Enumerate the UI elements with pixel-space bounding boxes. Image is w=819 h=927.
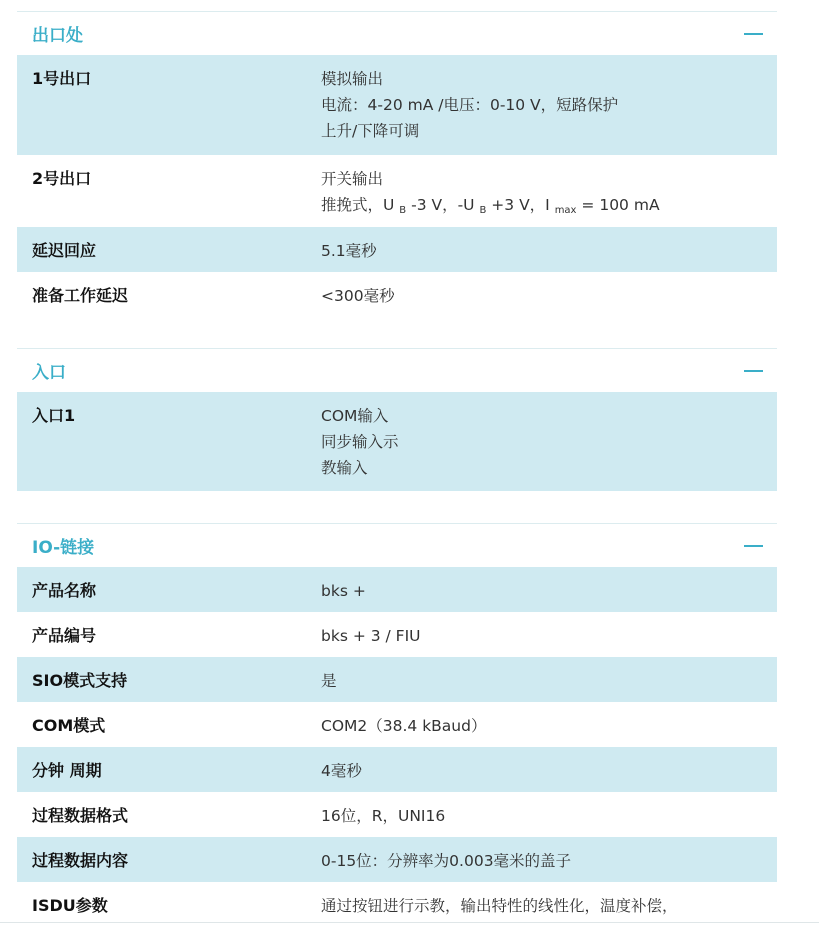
row-label: 过程数据内容 bbox=[32, 851, 129, 870]
value-line: 4毫秒 bbox=[321, 762, 362, 780]
section-title: IO-链接 bbox=[32, 538, 95, 558]
section-header-inputs[interactable] bbox=[17, 348, 777, 392]
value-line: <300毫秒 bbox=[321, 287, 395, 305]
row-value bbox=[321, 66, 777, 145]
section-header-outputs[interactable] bbox=[17, 11, 777, 55]
minus-icon[interactable] bbox=[744, 33, 763, 35]
row-label: 产品编号 bbox=[32, 626, 97, 645]
row-label: 分钟 周期 bbox=[32, 761, 102, 780]
table-row bbox=[17, 747, 777, 792]
row-label: 入口1 bbox=[32, 406, 76, 425]
value-line: 教输入 bbox=[321, 459, 368, 477]
row-value bbox=[321, 893, 777, 917]
value-line: 推挽式，U $_B$ -3 V，-U $_B$ +3 V，I $_{max}$ = 100 mA bbox=[321, 196, 660, 216]
table-row bbox=[17, 272, 777, 317]
value-line: 模拟输出 bbox=[321, 70, 384, 88]
row-label: ISDU参数 bbox=[32, 896, 108, 915]
section-io-link bbox=[17, 523, 777, 927]
table-row bbox=[17, 837, 777, 882]
row-label: 1号出口 bbox=[32, 69, 92, 88]
row-value bbox=[321, 758, 777, 782]
value-line: 16位，R，UNI16 bbox=[321, 807, 446, 825]
row-label: 2号出口 bbox=[32, 169, 92, 188]
table-row bbox=[17, 55, 777, 155]
table-row bbox=[17, 702, 777, 747]
divider bbox=[0, 922, 819, 923]
value-line: COM2（38.4 kBaud） bbox=[321, 717, 487, 735]
table-row bbox=[17, 882, 777, 927]
row-label: COM模式 bbox=[32, 716, 106, 735]
row-value bbox=[321, 238, 777, 262]
value-line: COM输入 bbox=[321, 407, 389, 425]
row-value bbox=[321, 623, 777, 647]
value-line: 同步输入示 bbox=[321, 433, 399, 451]
row-value bbox=[321, 713, 777, 737]
table-row bbox=[17, 227, 777, 272]
minus-icon[interactable] bbox=[744, 545, 763, 547]
row-value bbox=[321, 668, 777, 692]
section-title: 出口处 bbox=[32, 26, 83, 46]
row-value bbox=[321, 283, 777, 307]
table-row bbox=[17, 612, 777, 657]
row-value bbox=[321, 403, 777, 481]
section-inputs bbox=[17, 348, 777, 491]
table-row bbox=[17, 155, 777, 227]
value-line: 通过按钮进行示教，输出特性的线性化，温度补偿， bbox=[321, 897, 678, 915]
row-value bbox=[321, 578, 777, 602]
row-label: 延迟回应 bbox=[32, 241, 97, 260]
section-title: 入口 bbox=[32, 363, 66, 383]
table-row bbox=[17, 657, 777, 702]
value-line: bks + bbox=[321, 582, 366, 600]
value-line: 是 bbox=[321, 672, 337, 690]
row-label: 准备工作延迟 bbox=[32, 286, 129, 305]
section-outputs bbox=[17, 11, 777, 317]
value-line: bks + 3 / FIU bbox=[321, 627, 421, 645]
row-value bbox=[321, 848, 777, 872]
section-header-io-link[interactable] bbox=[17, 523, 777, 567]
value-line: 5.1毫秒 bbox=[321, 242, 377, 260]
row-label: SIO模式支持 bbox=[32, 671, 128, 690]
table-row bbox=[17, 567, 777, 612]
value-line: 开关输出 bbox=[321, 170, 384, 188]
row-label: 过程数据格式 bbox=[32, 806, 129, 825]
value-line: 上升/下降可调 bbox=[321, 122, 420, 140]
row-label: 产品名称 bbox=[32, 581, 97, 600]
value-line: 电流：4-20 mA /电压：0-10 V，短路保护 bbox=[321, 96, 619, 114]
row-value bbox=[321, 166, 777, 217]
minus-icon[interactable] bbox=[744, 370, 763, 372]
row-value bbox=[321, 803, 777, 827]
table-row bbox=[17, 792, 777, 837]
value-line: 0-15位：分辨率为0.003毫米的盖子 bbox=[321, 852, 572, 870]
table-row bbox=[17, 392, 777, 491]
